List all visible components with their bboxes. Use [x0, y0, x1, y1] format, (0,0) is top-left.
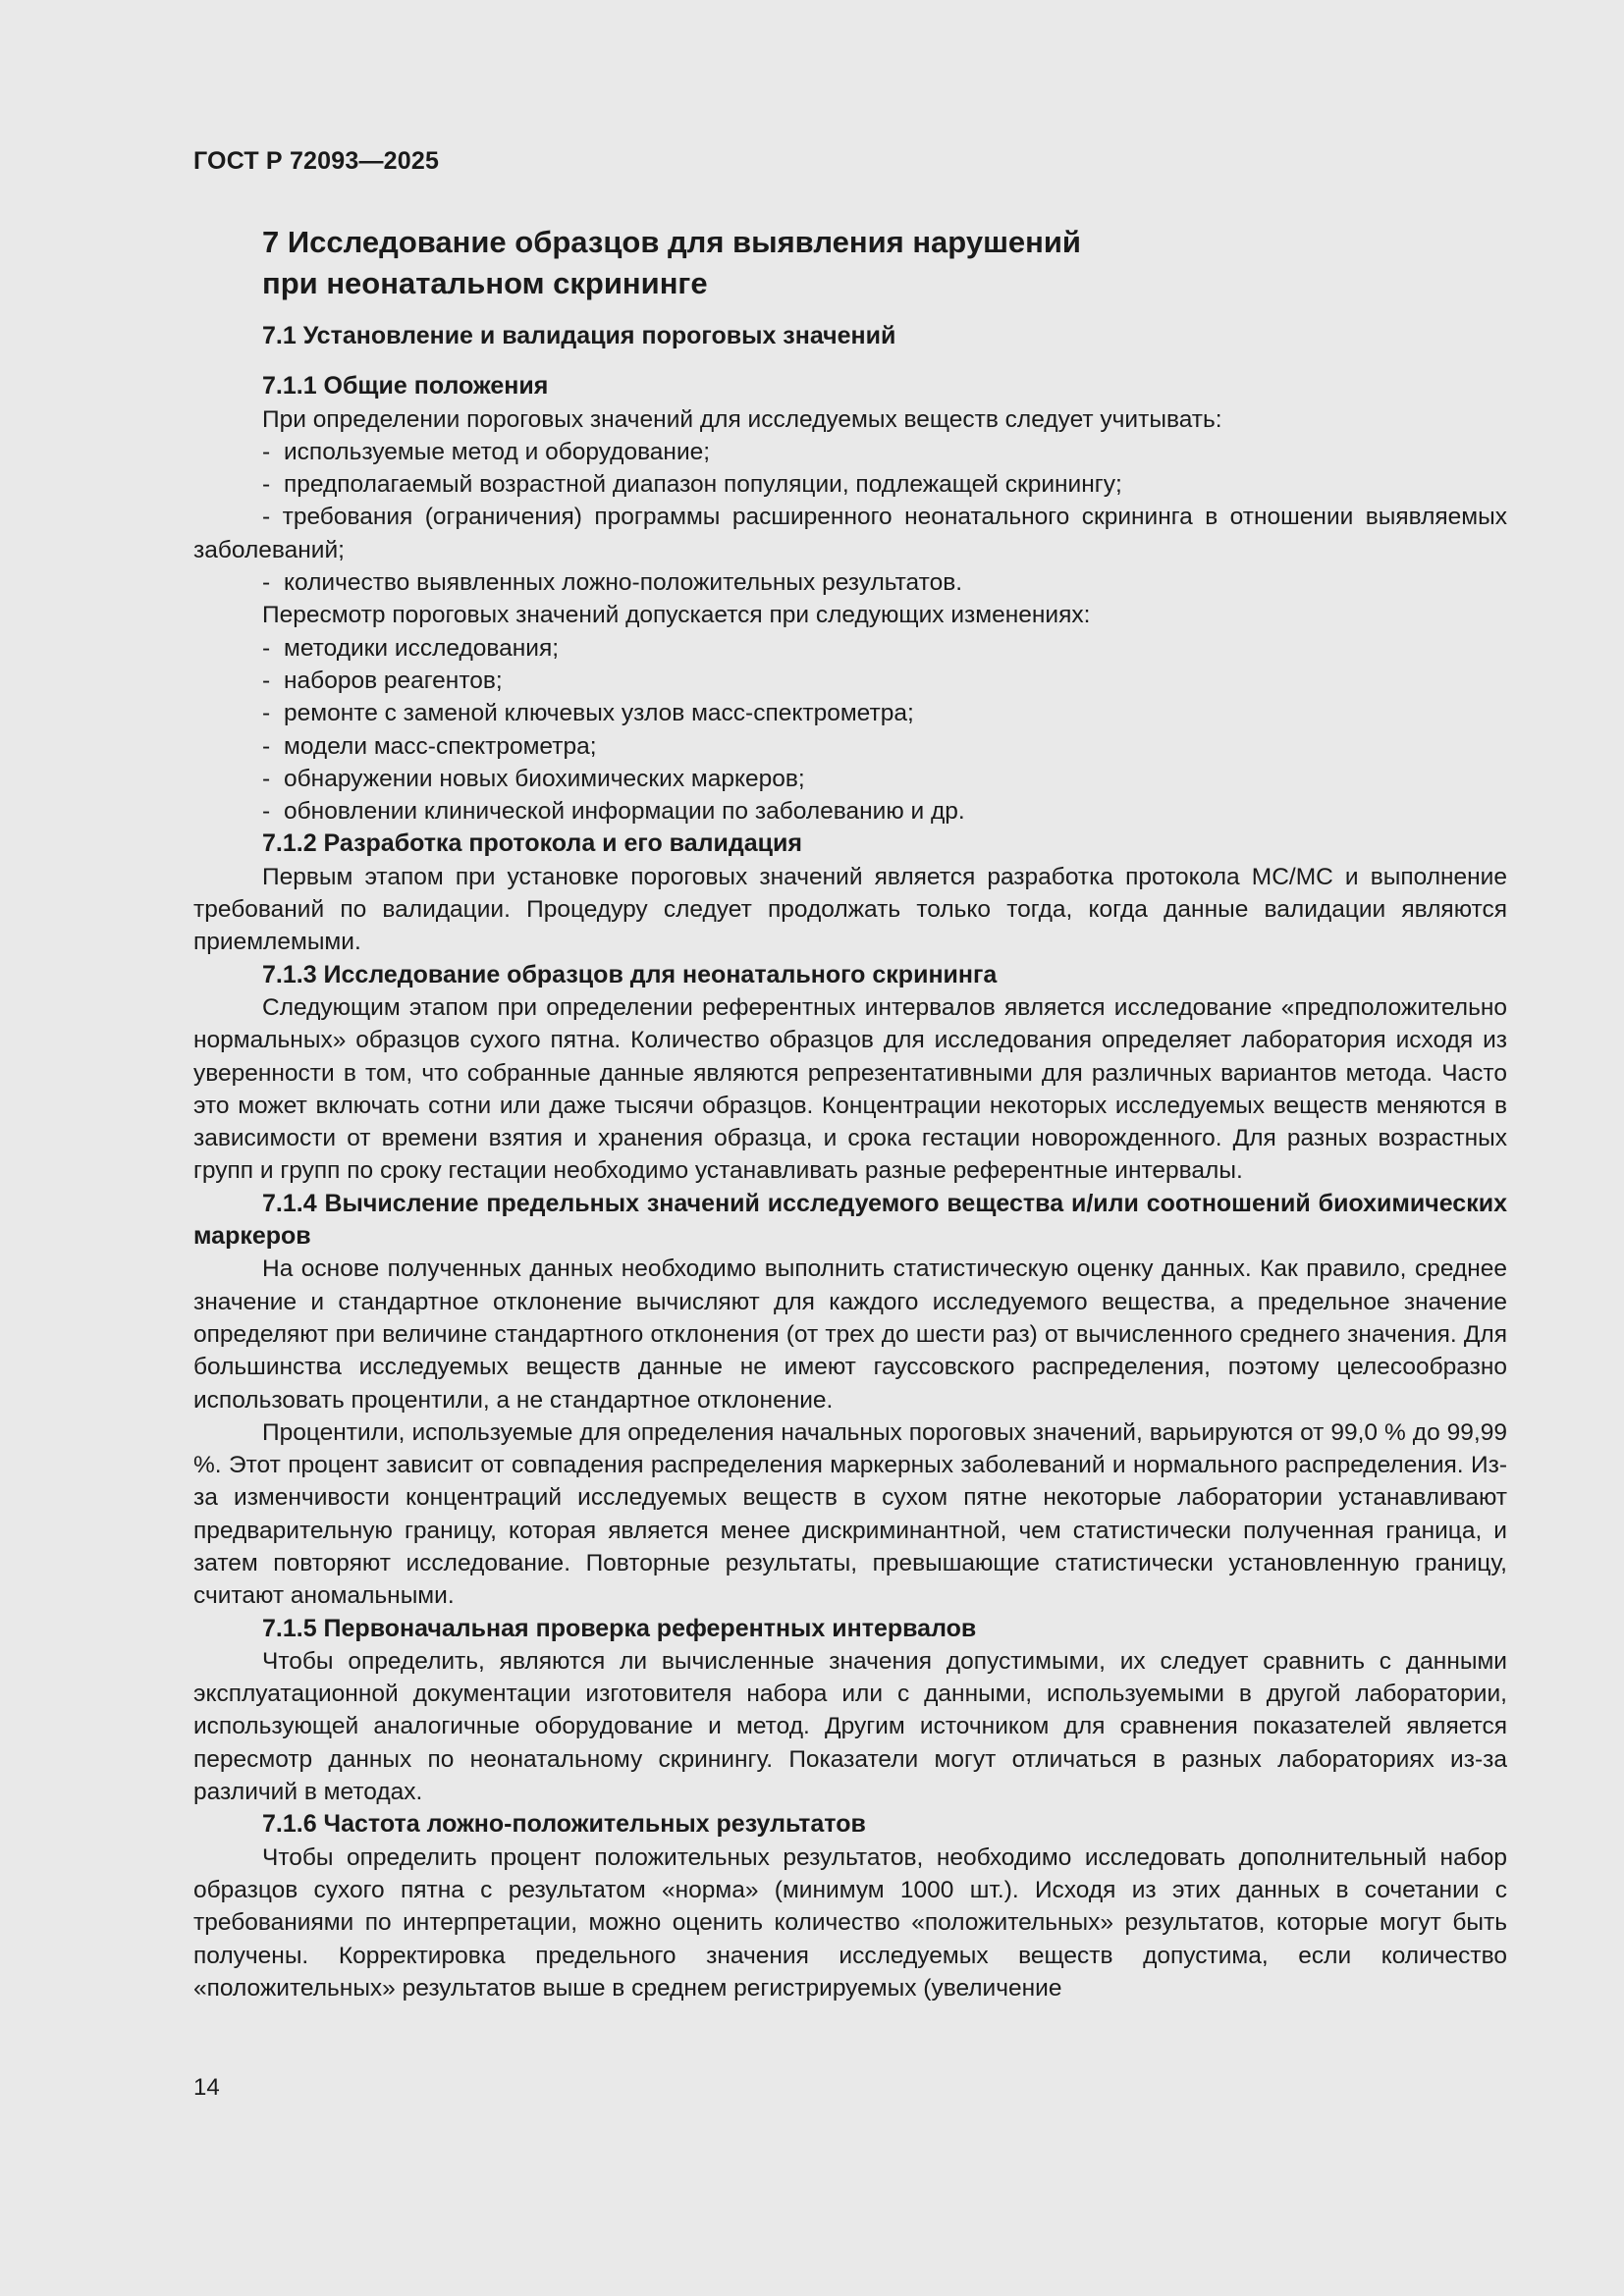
- list-item: - используемые метод и оборудование;: [262, 436, 1507, 468]
- paragraph-7-1-1-intro: При определении пороговых значений для исследуемых веществ следует учитывать:: [262, 405, 1222, 433]
- list-item-text: ремонте с заменой ключевых узлов масс-спектрометра;: [284, 700, 914, 727]
- subsection-7-1-2-title: 7.1.2 Разработка протокола и его валидация: [262, 829, 802, 858]
- subsection-7-1-6-title: 7.1.6 Частота ложно-положительных результатов: [262, 1810, 866, 1839]
- subsection-7-1-title: 7.1 Установление и валидация пороговых значений: [262, 322, 896, 349]
- list-item-text: количество выявленных ложно-положительных результатов.: [284, 569, 963, 597]
- list-item: - количество выявленных ложно-положительных результатов.: [262, 566, 1507, 599]
- paragraph-7-1-5: Чтобы определить, являются ли вычисленные значения допустимыми, их следует сравнить с данными эксплуатационной документации изготовителя набора или с данными, используемыми в другой лаборатории, использующей аналогичные оборудование и метод. Другим источником для сравнения показателей является пересмотр данных по неонатальному скринингу. Показатели могут отличаться в разных лабораториях из-за различий в методах.: [193, 1647, 1507, 1806]
- list-item: - ремонте с заменой ключевых узлов масс-спектрометра;: [262, 697, 1507, 729]
- list-item: - требования (ограничения) программы расширенного неонатального скрининга в отношении выявляемых заболеваний;: [193, 504, 1507, 563]
- list-item-text: предполагаемый возрастной диапазон популяции, подлежащей скринингу;: [284, 471, 1122, 499]
- subsection-7-1-5-title: 7.1.5 Первоначальная проверка референтных интервалов: [262, 1614, 977, 1642]
- page-content: [193, 222, 1507, 2004]
- list-item-text: наборов реагентов;: [284, 667, 503, 694]
- subsection-7-1-1-title: 7.1.1 Общие положения: [262, 372, 549, 400]
- list-item-text: модели масс-спектрометра;: [284, 732, 597, 760]
- paragraph-7-1-4-b: Процентили, используемые для определения начальных пороговых значений, варьируются от 99,0 % до 99,99 %. Этот процент зависит от совпадения распределения маркерных заболеваний и нормального распределения. Из-за изменчивости концентраций исследуемых веществ в сухом пятне некоторые лаборатории устанавливают предварительную границу, которая является менее дискриминантной, чем статистически полученная граница, и затем повторяют исследование. Повторные результаты, превышающие статистически установленную границу, считают аномальными.: [193, 1418, 1507, 1610]
- list-item-text: методики исследования;: [284, 634, 560, 662]
- section-title-line-2: при неонатальном скрининге: [262, 266, 708, 300]
- list-item: - предполагаемый возрастной диапазон популяции, подлежащей скринингу;: [262, 468, 1507, 501]
- list-item: - методики исследования;: [262, 632, 1507, 665]
- paragraph-7-1-1-intro-2: Пересмотр пороговых значений допускается при следующих изменениях:: [262, 602, 1091, 629]
- list-item-text: обновлении клинической информации по заболеванию и др.: [284, 798, 965, 826]
- paragraph-7-1-3: Следующим этапом при определении референтных интервалов является исследование «предположительно нормальных» образцов сухого пятна. Количество образцов для исследования определяет лаборатория исходя из уверенности в том, что собранные данные являются репрезентативными для различных вариантов метода. Часто это может включать сотни или даже тысячи образцов. Концентрации некоторых исследуемых веществ меняются в зависимости от времени взятия и хранения образца, и срока гестации новорожденного. Для разных возрастных групп и групп по сроку гестации необходимо устанавливать разные референтные интервалы.: [193, 993, 1507, 1185]
- list-item: - наборов реагентов;: [262, 665, 1507, 697]
- subsection-7-1-4-title: 7.1.4 Вычисление предельных значений исследуемого вещества и/или соотношений биохимических маркеров: [193, 1189, 1507, 1251]
- document-code: ГОСТ Р 72093—2025: [193, 147, 440, 175]
- list-item: - обнаружении новых биохимических маркеров;: [262, 763, 1507, 795]
- section-title: [262, 222, 1507, 304]
- paragraph-7-1-4-a: На основе полученных данных необходимо выполнить статистическую оценку данных. Как правило, среднее значение и стандартное отклонение вычисляют для каждого исследуемого вещества, а предельное значение определяют при величине стандартного отклонения (от трех до шести раз) от вычисленного среднего значения. Для большинства исследуемых веществ данные не имеют гауссовского распределения, поэтому целесообразно использовать процентили, а не стандартное отклонение.: [193, 1255, 1507, 1414]
- paragraph-7-1-2: Первым этапом при установке пороговых значений является разработка протокола МС/МС и выполнение требований по валидации. Процедуру следует продолжать только тогда, когда данные валидации являются приемлемыми.: [193, 863, 1507, 956]
- list-item: - модели масс-спектрометра;: [262, 730, 1507, 763]
- list-item-text: обнаружении новых биохимических маркеров;: [284, 765, 805, 792]
- subsection-7-1-3-title: 7.1.3 Исследование образцов для неонатального скрининга: [262, 960, 998, 988]
- list-item: - обновлении клинической информации по заболеванию и др.: [262, 795, 1507, 828]
- page-number: 14: [193, 2074, 220, 2101]
- paragraph-7-1-6: Чтобы определить процент положительных результатов, необходимо исследовать дополнительный набор образцов сухого пятна с результатом «норма» (минимум 1000 шт.). Исходя из этих данных в сочетании с требованиями по интерпретации, можно оценить количество «положительных» результатов, которые могут быть получены. Корректировка предельного значения исследуемых веществ допустима, если количество «положительных» результатов выше в среднем регистрируемых (увеличение: [193, 1843, 1507, 2002]
- list-item-text: используемые метод и оборудование;: [284, 438, 711, 465]
- section-title-line-1: 7 Исследование образцов для выявления нарушений: [262, 225, 1081, 259]
